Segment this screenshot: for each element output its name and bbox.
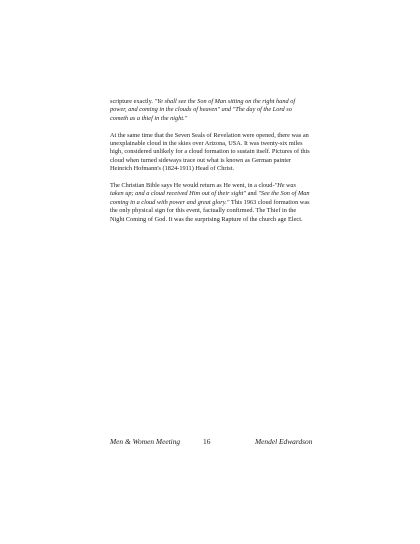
paragraph-1-quote: "Ye shall see the Son of Man sitting on the right hand of power, and coming in the clouds of heaven" and "The day of the Lord so cometh as a thief in the night."	[110, 98, 296, 122]
paragraph-3	[110, 182, 310, 224]
paragraph-3-quote-b: "See the Son of Man coming in a cloud with power and great glory."	[110, 190, 310, 206]
paragraph-1	[110, 98, 310, 123]
footer-title: Men & Women Meeting	[110, 437, 181, 446]
paragraph-3-text-a: The Christian Bible says He would return as He went, in a cloud-	[110, 182, 275, 190]
paragraph-2-text: At the same time that the Seven Seals of Revelation were opened, there was an unexplainable cloud in the skies over Arizona, USA. It was twenty-six miles high, considered unlikely for a cloud formation to sustain itself. Pictures of this cloud when turned sideways trace out what is known as German painter Heinrich Hofmann's (1824-1911) Head of Christ.	[110, 131, 310, 173]
paragraph-3-quote-a: "He was taken up; and a cloud received Him out of their sight"	[110, 182, 296, 198]
body-text	[110, 98, 310, 232]
paragraph-1-text: scripture exactly.	[110, 98, 155, 105]
paragraph-2	[110, 132, 310, 174]
footer-author: Mendel Edwardson	[255, 437, 313, 446]
paragraph-3-text-b: and	[246, 190, 259, 198]
paragraph-3-text-c: This 1963 cloud formation was the only physical sign for this event, factually confirmed. The Thief in the Night Coming of God. It was the surprising Rapture of the church age Elect.	[110, 198, 310, 223]
page-number: 16	[203, 437, 211, 446]
